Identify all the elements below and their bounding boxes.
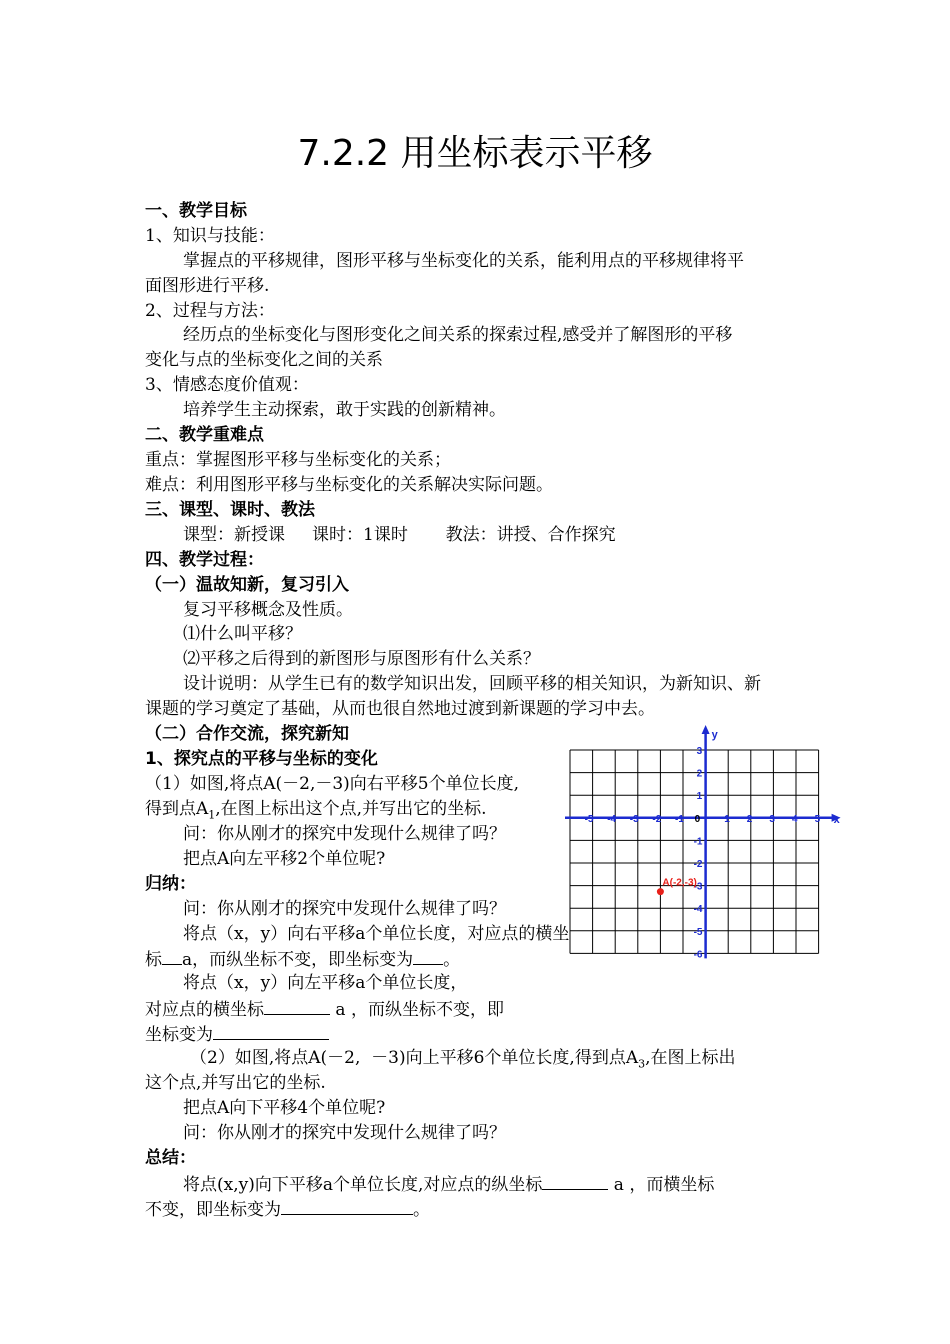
blank (413, 946, 443, 965)
section-heading: 二、教学重难点 (145, 425, 264, 445)
text-line: ⑵平移之后得到的新图形与原图形有什么关系？ (183, 649, 540, 669)
text-line: 将点（x，y）向左平移a个单位长度， (183, 973, 468, 993)
x-tick-label: 2 (746, 813, 753, 825)
text-line: 问：你从刚才的探究中发现什么规律了吗？ (183, 899, 506, 919)
text-line: 把点A向下平移4个单位呢? (183, 1098, 386, 1118)
x-tick-label: 1 (724, 813, 730, 825)
text-line: 掌握点的平移规律，图形平移与坐标变化的关系，能利用点的平移规律将平 (183, 251, 744, 271)
text-line: 得到点$A_1$,在图上标出这个点,并写出它的坐标. (145, 799, 487, 822)
text-line: ⑴什么叫平移？ (183, 624, 302, 644)
coordinate-grid (550, 725, 850, 965)
blank (281, 1196, 413, 1215)
x-tick-label: -4 (607, 813, 617, 825)
subsection-heading: 总结： (145, 1148, 196, 1168)
y-tick-label: -5 (693, 926, 703, 938)
text-line: 课型：新授课 课时：1课时 教法：讲授、合作探究 (183, 525, 616, 545)
text-line: 1、知识与技能： (145, 226, 275, 246)
text-line: 问：你从刚才的探究中发现什么规律了吗？ (183, 824, 506, 844)
y-tick-label: -6 (693, 949, 703, 961)
text-line: 坐标变为 (145, 1021, 329, 1047)
origin-label: 0 (694, 813, 701, 825)
text-line: 将点(x,y)向下平移a个单位长度,对应点的纵坐标 a ，而横坐标 (183, 1171, 714, 1197)
x-tick-label: -3 (629, 813, 639, 825)
text-line: 复习平移概念及性质。 (183, 600, 353, 620)
y-tick-label: -2 (693, 859, 703, 870)
text-line: 把点A向左平移2个单位呢? (183, 849, 386, 869)
x-tick-label: -2 (652, 813, 662, 825)
x-axis-label: x (833, 813, 840, 826)
subsection-heading: （二）合作交流，探究新知 (145, 724, 349, 744)
subsection-heading: （一）温故知新，复习引入 (145, 575, 349, 595)
section-heading: 四、教学过程： (145, 550, 264, 570)
text-line: （1）如图,将点A(－2,－3)向右平移5个单位长度, (145, 774, 520, 794)
text-line: 问：你从刚才的探究中发现什么规律了吗？ (183, 1123, 506, 1143)
y-tick-label: -3 (693, 881, 703, 893)
text-line: 将点（x，y）向右平移a个单位长度，对应点的横坐 (183, 924, 570, 944)
subsection-heading: 1、探究点的平移与坐标的变化 (145, 749, 378, 769)
text-line: 面图形进行平移. (145, 276, 270, 296)
text-line: 重点：掌握图形平移与坐标变化的关系； (145, 450, 451, 470)
text-line: 经历点的坐标变化与图形变化之间关系的探索过程,感受并了解图形的平移 (183, 325, 733, 345)
x-tick-label: 3 (769, 813, 775, 825)
y-tick-label: 1 (696, 791, 703, 803)
section-heading: 三、课型、课时、教法 (145, 500, 315, 520)
y-tick-label: -4 (693, 904, 703, 916)
text-line: 培养学生主动探索，敢于实践的创新精神。 (183, 400, 506, 420)
text-line: （2）如图,将点A(－2, －3)向上平移6个单位长度,得到点$A_3$,在图上标出 (190, 1048, 736, 1071)
y-axis-arrow (702, 725, 710, 734)
subsection-heading: 归纳： (145, 874, 196, 894)
text-line: 标 a，而纵坐标不变，即坐标变为 。 (145, 946, 460, 972)
text-line: 变化与点的坐标变化之间的关系 (145, 350, 383, 370)
text-line: 这个点,并写出它的坐标. (145, 1073, 326, 1093)
text-line: 难点：利用图形平移与坐标变化的关系解决实际问题。 (145, 475, 553, 495)
x-tick-label: 5 (814, 813, 821, 825)
page-title: 7.2.2 用坐标表示平移 (297, 133, 653, 174)
text-line: 课题的学习奠定了基础，从而也很自然地过渡到新课题的学习中去。 (145, 699, 655, 719)
point-a-label: A(-2,-3) (662, 877, 697, 889)
text-line: 设计说明：从学生已有的数学知识出发，回顾平移的相关知识，为新知识、新 (183, 674, 761, 694)
x-tick-label: -1 (675, 813, 684, 825)
y-tick-label: 3 (696, 746, 703, 757)
point-a (657, 888, 664, 895)
y-tick-label: 2 (696, 768, 703, 780)
blank (162, 946, 182, 965)
text-line: 2、过程与方法： (145, 301, 275, 321)
blank (213, 1021, 329, 1040)
blank (542, 1171, 608, 1190)
x-tick-label: -5 (584, 813, 594, 825)
blank (264, 996, 330, 1015)
x-tick-label: 4 (792, 813, 798, 825)
y-axis-label: y (711, 729, 718, 741)
text-line: 3、情感态度价值观： (145, 375, 309, 395)
text-line: 对应点的横坐标 a ，而纵坐标不变，即 (145, 996, 504, 1022)
section-heading: 一、教学目标 (145, 201, 247, 221)
y-tick-label: -1 (693, 836, 703, 848)
text-line: 不变，即坐标变为 。 (145, 1196, 430, 1222)
